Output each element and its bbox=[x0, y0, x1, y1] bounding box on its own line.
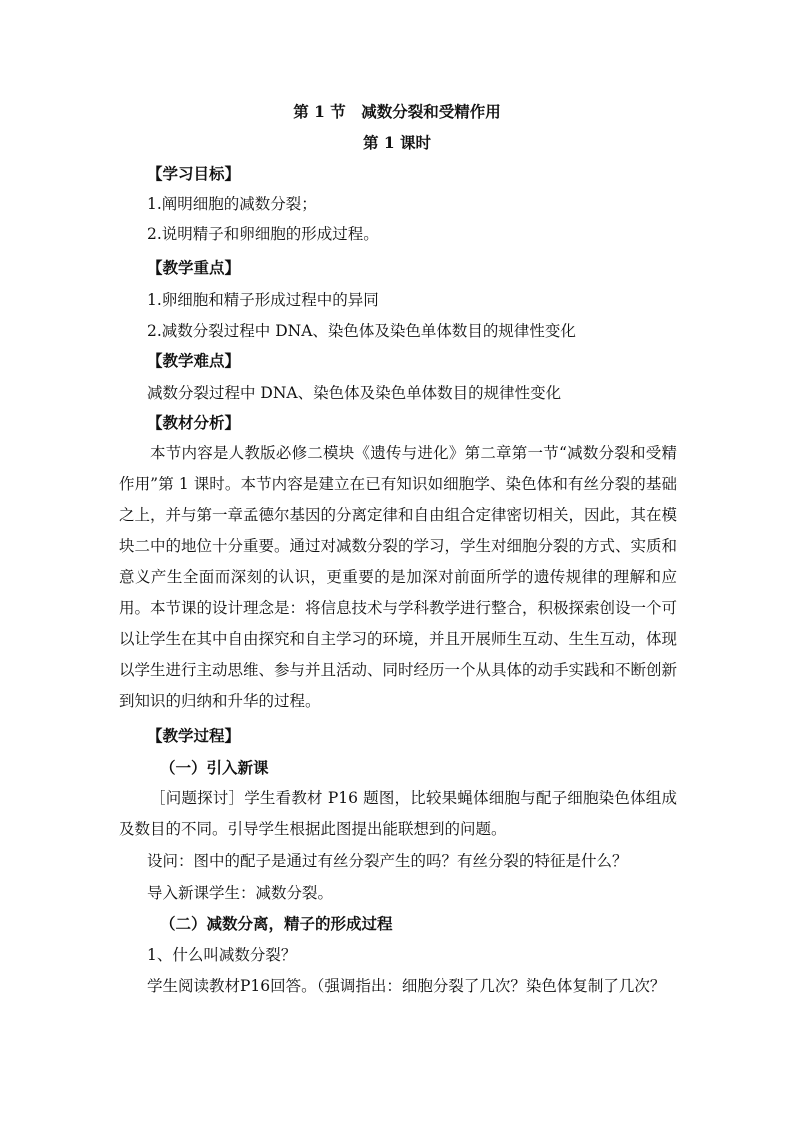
difficulties-heading: 【教学难点】 bbox=[147, 351, 241, 370]
objective-item: 2.说明精子和卵细胞的形成过程。 bbox=[147, 225, 379, 243]
key-point-item: 1.卵细胞和精子形成过程中的异同 bbox=[147, 291, 379, 309]
question-text: 设问：图中的配子是通过有丝分裂产生的吗？有丝分裂的特征是什么？ bbox=[147, 852, 628, 870]
problem-discussion: ［问题探讨］学生看教材 P16 题图，比较果蝇体细胞与配子细胞染色体组成及数目的不同。引导学生根据此图提出能联想到的问题。 bbox=[119, 789, 677, 838]
section-meiosis-heading: （二）减数分离，精子的形成过程 bbox=[160, 914, 393, 933]
analysis-paragraph: 本节内容是人教版必修二模块《遗传与进化》第二章第一节“减数分裂和受精作用”第 1 课时。本节内容是建立在已有知识如细胞学、染色体和有丝分裂的基础之上，并与第一章孟德尔基因的分离定律和自由组合定律密切相关，因此，其在模块二中的地位十分重要。通过对减数分裂的学习，学生对细胞分裂的方式、实质和意义产生全面而深刻的认识，更重要的是加深对前面所学的遗传规律的理解和应用。本节课的设计理念是：将信息技术与学科教学进行整合，积极探索创设一个可以让学生在其中自由探究和自主学习的环境，并且开展师生互动、生生互动，体现以学生进行主动思维、参与并且活动、同时经历一个从具体的动手实践和不断创新到知识的归纳和升华的过程。 bbox=[119, 444, 678, 710]
objectives-heading: 【学习目标】 bbox=[147, 164, 241, 183]
key-point-item: 2.减数分裂过程中 DNA、染色体及染色单体数目的规律性变化 bbox=[147, 322, 576, 340]
difficulties-text: 减数分裂过程中 DNA、染色体及染色单体数目的规律性变化 bbox=[147, 384, 562, 402]
section-intro-heading: （一）引入新课 bbox=[160, 758, 269, 777]
page-title: 第 1 节 减数分裂和受精作用 bbox=[293, 102, 501, 121]
meiosis-question: 1、什么叫减数分裂？ bbox=[147, 946, 297, 964]
process-heading: 【教学过程】 bbox=[147, 726, 241, 745]
intro-text: 导入新课学生：减数分裂。 bbox=[147, 884, 334, 902]
meiosis-answer: 学生阅读教材P16回答。（强调指出：细胞分裂了几次？染色体复制了几次？ bbox=[147, 977, 666, 995]
key-points-heading: 【教学重点】 bbox=[147, 258, 241, 277]
objective-item: 1.阐明细胞的减数分裂； bbox=[147, 195, 317, 213]
analysis-heading: 【教材分析】 bbox=[147, 413, 241, 432]
page-subtitle: 第 1 课时 bbox=[362, 133, 432, 152]
